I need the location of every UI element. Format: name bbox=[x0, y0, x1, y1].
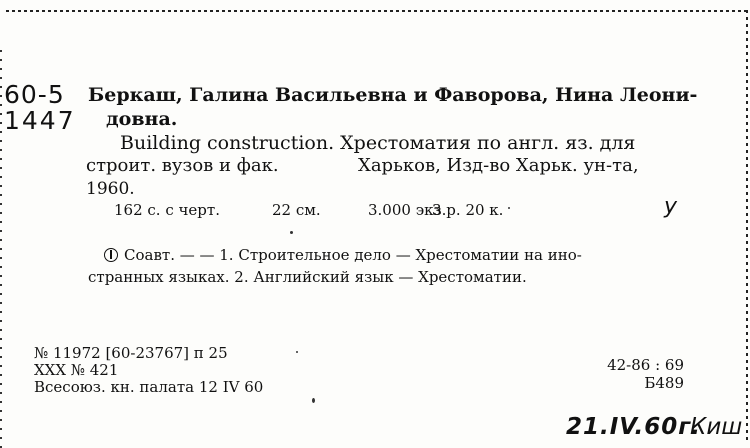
shelfmark-line2: 1447 bbox=[4, 106, 76, 135]
card-border-left bbox=[0, 50, 2, 448]
publisher: Харьков, Изд-во Харьк. ун-та, bbox=[358, 155, 639, 176]
collation-size: 22 см. bbox=[272, 201, 321, 219]
publication-year: 1960. bbox=[86, 179, 135, 199]
title-line1: Building construction. Хрестоматия по англ. яз. для bbox=[120, 132, 636, 154]
classification-line1: 42-86 : 69 bbox=[607, 356, 684, 374]
accession-line3: Всесоюз. кн. палата 12 IV 60 bbox=[34, 378, 264, 396]
accession-line1: № 11972 [60-23767] п 25 bbox=[34, 344, 228, 362]
circled-numeral-icon bbox=[104, 248, 118, 262]
accession-line2: XXX № 421 bbox=[34, 361, 119, 379]
handwritten-signature: Киш bbox=[690, 414, 743, 440]
title-line2: строит. вузов и фак. bbox=[86, 155, 279, 176]
handwritten-date: 21.IV.60г. bbox=[566, 414, 702, 440]
classification-line2: Б489 bbox=[644, 374, 684, 392]
ink-speck bbox=[312, 398, 315, 403]
author-line1: Беркаш, Галина Васильевна и Фаворова, Нина Леони- bbox=[88, 84, 698, 106]
notes-line1: Соавт. — — 1. Строительное дело — Хрестоматии на ино- bbox=[124, 246, 582, 264]
ink-speck bbox=[296, 351, 298, 353]
collation-price: 3 р. 20 к. bbox=[432, 201, 504, 219]
card-border-top bbox=[6, 10, 746, 12]
author-line2: довна. bbox=[106, 108, 178, 130]
shelfmark-line1: 60-5 bbox=[4, 80, 65, 109]
ink-speck bbox=[508, 207, 510, 209]
notes-line2: странных языках. 2. Английский язык — Хрестоматии. bbox=[88, 268, 527, 286]
ink-speck bbox=[290, 231, 293, 234]
card-border-right bbox=[746, 10, 748, 444]
collation-copies: 3.000 экз. bbox=[368, 201, 447, 219]
collation-pages: 162 с. с черт. bbox=[114, 201, 220, 219]
handwritten-mark: у bbox=[664, 194, 678, 219]
